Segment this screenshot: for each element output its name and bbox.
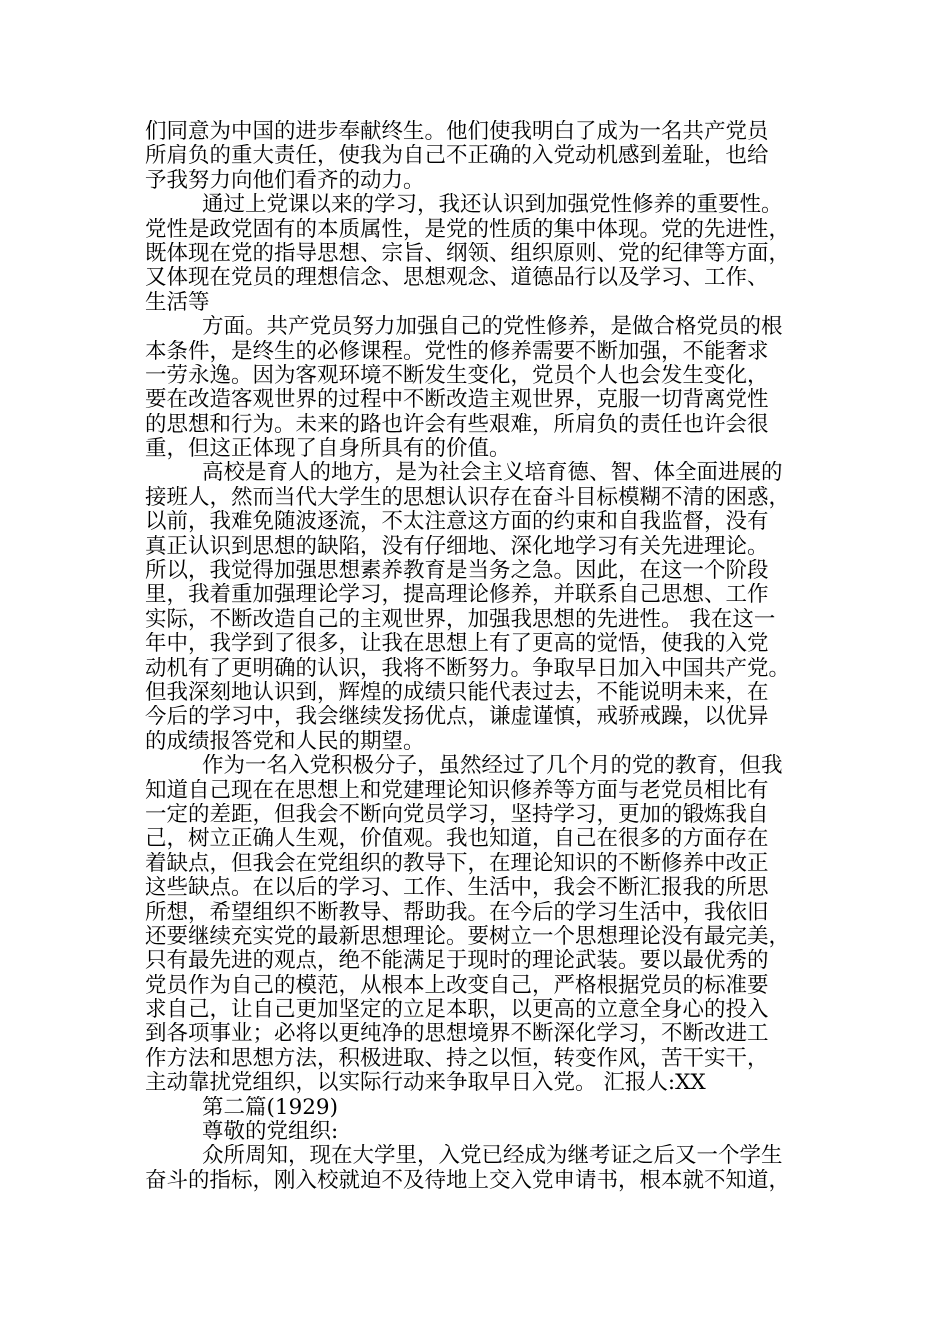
text-line: 予我努力向他们看齐的动力。 bbox=[145, 168, 425, 193]
text-line: 所以，我觉得加强思想素养教育是当务之急。因此，在这一个阶段 bbox=[145, 559, 769, 584]
text-line: 奋斗的指标，刚入校就迫不及待地上交入党申请书，根本就不知道， bbox=[145, 1168, 791, 1193]
text-line: 求自己，让自己更加坚定的立足本职，以更高的立意全身心的投入 bbox=[145, 998, 769, 1023]
text-line: 方面。共产党员努力加强自己的党性修养，是做合格党员的根 bbox=[202, 315, 783, 340]
text-line: 党员作为自己的模范，从根本上改变自己，严格根据党员的标准要 bbox=[145, 973, 769, 998]
text-line: 主动靠扰党组织，以实际行动来争取早日入党。 汇报人:XX bbox=[145, 1071, 706, 1096]
text-line: 以前，我难免随波逐流，不太注意这方面的约束和自我监督，没有 bbox=[145, 510, 769, 535]
text-line: 今后的学习中，我会继续发扬优点，谦虚谨慎，戒骄戒躁，以优异 bbox=[145, 705, 769, 730]
text-line: 到各项事业；必将以更纯净的思想境界不断深化学习，不断改进工 bbox=[145, 1022, 769, 1047]
text-line: 一定的差距，但我会不断向党员学习，坚持学习，更加的锻炼我自 bbox=[145, 802, 769, 827]
text-line: 所想，希望组织不断教导、帮助我。在今后的学习生活中，我依旧 bbox=[145, 900, 769, 925]
text-line: 知道自己现在在思想上和党建理论知识修养等方面与老党员相比有 bbox=[145, 778, 769, 803]
text-line: 这些缺点。在以后的学习、工作、生活中，我会不断汇报我的所思 bbox=[145, 876, 769, 901]
text-line: 一劳永逸。因为客观环境不断发生变化，党员个人也会发生变化， bbox=[145, 363, 769, 388]
text-line: 又体现在党员的理想信念、思想观念、道德品行以及学习、工作、 bbox=[145, 266, 769, 291]
text-line: 里，我着重加强理论学习，提高理论修养，并联系自己思想、工作 bbox=[145, 583, 769, 608]
text-line: 通过上党课以来的学习，我还认识到加强党性修养的重要性。 bbox=[202, 193, 783, 218]
text-line: 接班人，然而当代大学生的思想认识存在奋斗目标模糊不清的困惑， bbox=[145, 485, 791, 510]
text-line: 生活等 bbox=[145, 290, 210, 315]
document-page bbox=[145, 120, 825, 1193]
text-line: 所肩负的重大责任，使我为自己不正确的入党动机感到羞耻，也给 bbox=[145, 144, 769, 169]
text-line: 己，树立正确人生观，价值观。我也知道，自己在很多的方面存在 bbox=[145, 827, 769, 852]
text-line: 要在改造客观世界的过程中不断改造主观世界，克服一切背离党性 bbox=[145, 388, 769, 413]
text-line: 只有最先进的观点，绝不能满足于现时的理论武装。要以最优秀的 bbox=[145, 949, 769, 974]
text-line: 作为一名入党积极分子，虽然经过了几个月的党的教育，但我 bbox=[202, 754, 783, 779]
text-line: 众所周知，现在大学里，入党已经成为继考证之后又一个学生 bbox=[202, 1144, 783, 1169]
text-line: 第二篇(1929) bbox=[202, 1095, 338, 1120]
text-line: 的思想和行为。未来的路也许会有些艰难，所肩负的责任也许会很 bbox=[145, 412, 769, 437]
text-line: 的成绩报答党和人民的期望。 bbox=[145, 729, 425, 754]
text-line: 年中，我学到了很多，让我在思想上有了更高的觉悟，使我的入党 bbox=[145, 632, 769, 657]
text-line: 高校是育人的地方，是为社会主义培育德、智、体全面进展的 bbox=[202, 461, 783, 486]
text-line: 动机有了更明确的认识，我将不断努力。争取早日加入中国共产党。 bbox=[145, 656, 791, 681]
text-line: 实际，不断改造自己的主观世界，加强我思想的先进性。 我在这一 bbox=[145, 607, 776, 632]
text-line: 但我深刻地认识到，辉煌的成绩只能代表过去，不能说明未来，在 bbox=[145, 680, 769, 705]
text-line: 还要继续充实党的最新思想理论。要树立一个思想理论没有最完美， bbox=[145, 924, 791, 949]
text-line: 着缺点，但我会在党组织的教导下，在理论知识的不断修养中改正 bbox=[145, 851, 769, 876]
text-line: 重，但这正体现了自身所具有的价值。 bbox=[145, 437, 511, 462]
text-line: 尊敬的党组织: bbox=[202, 1120, 339, 1145]
text-line: 真正认识到思想的缺陷，没有仔细地、深化地学习有关先进理论。 bbox=[145, 534, 769, 559]
text-line: 们同意为中国的进步奉献终生。他们使我明白了成为一名共产党员 bbox=[145, 120, 769, 144]
text-line: 作方法和思想方法，积极进取、持之以恒，转变作风，苦干实干， bbox=[145, 1046, 769, 1071]
text-line: 既体现在党的指导思想、宗旨、纲领、组织原则、党的纪律等方面， bbox=[145, 241, 791, 266]
text-line: 党性是政党固有的本质属性，是党的性质的集中体现。党的先进性， bbox=[145, 217, 791, 242]
text-line: 本条件，是终生的必修课程。党性的修养需要不断加强，不能奢求 bbox=[145, 339, 769, 364]
